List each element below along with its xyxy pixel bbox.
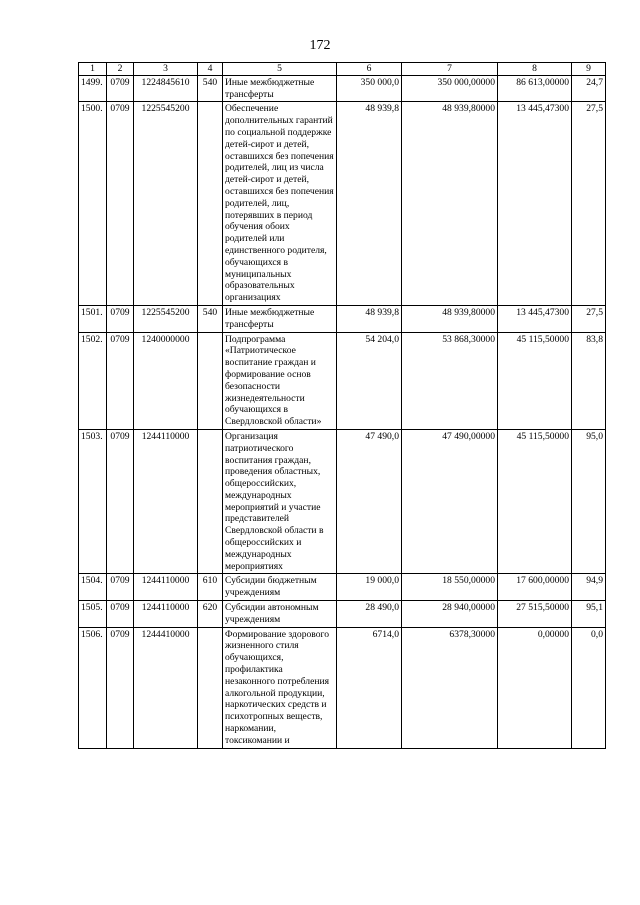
table-row xyxy=(79,574,606,601)
table-row xyxy=(79,75,606,102)
value-col8: 0,00000 xyxy=(498,627,572,748)
percent-col9: 83,8 xyxy=(572,332,606,429)
value-col6: 54 204,0 xyxy=(337,332,402,429)
row-number: 1502. xyxy=(79,332,107,429)
expense-type-code xyxy=(198,332,223,429)
value-col6: 28 490,0 xyxy=(337,601,402,628)
percent-col9: 95,0 xyxy=(572,429,606,574)
target-article-code: 1225545200 xyxy=(134,102,198,306)
table-row xyxy=(79,627,606,748)
value-col7: 53 868,30000 xyxy=(402,332,498,429)
percent-col9: 27,5 xyxy=(572,305,606,332)
row-number: 1500. xyxy=(79,102,107,306)
page-number: 172 xyxy=(309,38,331,53)
value-col6: 350 000,0 xyxy=(337,75,402,102)
column-header: 2 xyxy=(107,63,134,76)
section-code: 0709 xyxy=(107,627,134,748)
expense-type-code: 540 xyxy=(198,305,223,332)
target-article-code: 1240000000 xyxy=(134,332,198,429)
expense-type-code: 610 xyxy=(198,574,223,601)
item-name: Иные межбюджетные трансферты xyxy=(223,75,337,102)
column-header: 1 xyxy=(79,63,107,76)
value-col6: 47 490,0 xyxy=(337,429,402,574)
item-name: Организация патриотического воспитания граждан, проведения областных, общероссийских, международных мероприятий и участие представителей Свердловской области в общероссийских и международных мероприятиях xyxy=(223,429,337,574)
table-row xyxy=(79,305,606,332)
expense-type-code xyxy=(198,627,223,748)
expense-type-code xyxy=(198,102,223,306)
header-row xyxy=(79,63,606,76)
percent-col9: 94,9 xyxy=(572,574,606,601)
table-row xyxy=(79,601,606,628)
column-header: 3 xyxy=(134,63,198,76)
column-header: 6 xyxy=(337,63,402,76)
value-col7: 48 939,80000 xyxy=(402,102,498,306)
row-number: 1503. xyxy=(79,429,107,574)
expense-type-code xyxy=(198,429,223,574)
row-number: 1499. xyxy=(79,75,107,102)
value-col8: 13 445,47300 xyxy=(498,102,572,306)
budget-table xyxy=(78,62,606,749)
value-col8: 13 445,47300 xyxy=(498,305,572,332)
value-col8: 27 515,50000 xyxy=(498,601,572,628)
section-code: 0709 xyxy=(107,429,134,574)
column-header: 5 xyxy=(223,63,337,76)
value-col6: 48 939,8 xyxy=(337,305,402,332)
target-article-code: 1244110000 xyxy=(134,574,198,601)
value-col7: 6378,30000 xyxy=(402,627,498,748)
value-col7: 18 550,00000 xyxy=(402,574,498,601)
target-article-code: 1224845610 xyxy=(134,75,198,102)
expense-type-code: 620 xyxy=(198,601,223,628)
item-name: Обеспечение дополнительных гарантий по социальной поддержке детей-сирот и детей, оставшихся без попечения родителей, лиц из числа детей-сирот и детей, оставшихся без попечения родителей, лиц, потерявших в период обучения обоих родителей или единственного родителя, обучающихся в муниципальных образовательных организациях xyxy=(223,102,337,306)
percent-col9: 27,5 xyxy=(572,102,606,306)
column-header: 4 xyxy=(198,63,223,76)
row-number: 1505. xyxy=(79,601,107,628)
percent-col9: 0,0 xyxy=(572,627,606,748)
target-article-code: 1244110000 xyxy=(134,601,198,628)
expense-type-code: 540 xyxy=(198,75,223,102)
section-code: 0709 xyxy=(107,574,134,601)
column-header: 7 xyxy=(402,63,498,76)
item-name: Подпрограмма «Патриотическое воспитание граждан и формирование основ безопасности жизнедеятельности обучающихся в Свердловской области» xyxy=(223,332,337,429)
value-col7: 28 940,00000 xyxy=(402,601,498,628)
target-article-code: 1244410000 xyxy=(134,627,198,748)
row-number: 1504. xyxy=(79,574,107,601)
section-code: 0709 xyxy=(107,305,134,332)
value-col8: 45 115,50000 xyxy=(498,332,572,429)
item-name: Субсидии бюджетным учреждениям xyxy=(223,574,337,601)
row-number: 1501. xyxy=(79,305,107,332)
table-row xyxy=(79,332,606,429)
value-col7: 47 490,00000 xyxy=(402,429,498,574)
section-code: 0709 xyxy=(107,332,134,429)
value-col8: 17 600,00000 xyxy=(498,574,572,601)
column-header: 8 xyxy=(498,63,572,76)
value-col7: 350 000,00000 xyxy=(402,75,498,102)
item-name: Субсидии автономным учреждениям xyxy=(223,601,337,628)
value-col8: 45 115,50000 xyxy=(498,429,572,574)
value-col6: 6714,0 xyxy=(337,627,402,748)
value-col6: 19 000,0 xyxy=(337,574,402,601)
item-name: Иные межбюджетные трансферты xyxy=(223,305,337,332)
row-number: 1506. xyxy=(79,627,107,748)
percent-col9: 95,1 xyxy=(572,601,606,628)
value-col6: 48 939,8 xyxy=(337,102,402,306)
value-col7: 48 939,80000 xyxy=(402,305,498,332)
target-article-code: 1244110000 xyxy=(134,429,198,574)
target-article-code: 1225545200 xyxy=(134,305,198,332)
section-code: 0709 xyxy=(107,75,134,102)
column-header: 9 xyxy=(572,63,606,76)
table-row xyxy=(79,429,606,574)
item-name: Формирование здорового жизненного стиля обучающихся, профилактика незаконного потребления алкогольной продукции, наркотических средств и психотропных веществ, наркомании, токсикомании и xyxy=(223,627,337,748)
value-col8: 86 613,00000 xyxy=(498,75,572,102)
section-code: 0709 xyxy=(107,102,134,306)
table-row xyxy=(79,102,606,306)
percent-col9: 24,7 xyxy=(572,75,606,102)
table-body xyxy=(79,75,606,748)
section-code: 0709 xyxy=(107,601,134,628)
